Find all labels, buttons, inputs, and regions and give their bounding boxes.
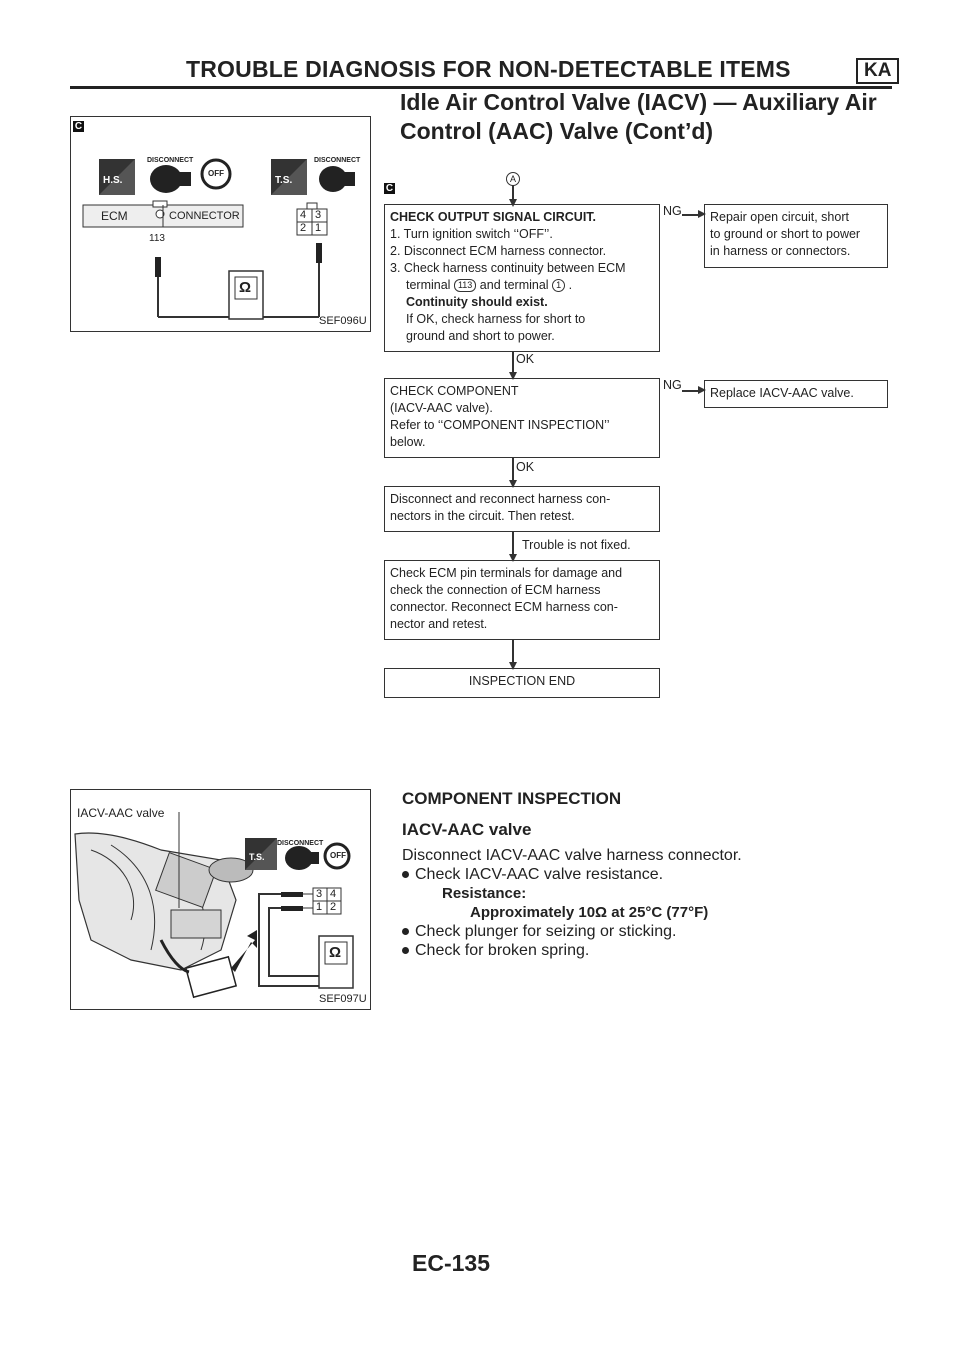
- connector-label: CONNECTOR: [169, 210, 240, 222]
- disconnect-label: DISCONNECT: [277, 840, 324, 847]
- step1-line3: 3. Check harness continuity between ECM: [390, 261, 626, 275]
- pointer-arrow-icon: [231, 930, 257, 972]
- resistance-label: Resistance:: [442, 885, 527, 902]
- ts-label: T.S.: [249, 852, 265, 862]
- terminal-label: 113: [149, 233, 165, 244]
- component-inspection-subtitle: IACV-AAC valve: [402, 820, 532, 839]
- c-mark-icon-2: C: [385, 183, 394, 194]
- step1-continuity: Continuity should exist.: [406, 295, 548, 309]
- ng2-label: NG: [663, 378, 682, 392]
- resistance-value: Approximately 10Ω at 25°C (77°F): [470, 904, 709, 921]
- entry-marker: [506, 171, 520, 186]
- hs-label: H.S.: [103, 175, 123, 186]
- bullet-icon: [402, 928, 409, 935]
- ecm-label: ECM: [101, 209, 128, 223]
- ok2-label: OK: [516, 460, 535, 474]
- pin-2: 2: [300, 222, 307, 234]
- step-check-output-signal: [384, 204, 660, 352]
- figure-iacv-aac-valve: [70, 789, 371, 1010]
- subtitle-line-2: Control (AAC) Valve (Cont’d): [400, 118, 714, 144]
- off-label: OFF: [208, 169, 224, 178]
- disconnect-label-1: DISCONNECT: [147, 157, 194, 164]
- valve-diagram-svg: [71, 790, 370, 1009]
- pin-2: 2: [330, 901, 337, 913]
- c-mark-icon: C: [74, 121, 83, 132]
- off-label: OFF: [330, 851, 346, 860]
- figure-code: SEF096U: [319, 315, 367, 327]
- entry-label: A: [506, 172, 520, 186]
- trouble-label: Trouble is not fixed.: [522, 538, 631, 552]
- ts-label: T.S.: [275, 175, 293, 186]
- intro-text: Disconnect IACV-AAC valve harness connector.: [402, 847, 742, 864]
- bullet-icon: [402, 947, 409, 954]
- step-reconnect: Disconnect and reconnect harness con- nectors in the circuit. Then retest.: [384, 486, 660, 532]
- ok1-label: OK: [516, 352, 535, 366]
- flow-line: [512, 352, 514, 374]
- ng2-replace-box: Replace IACV-AAC valve.: [704, 380, 888, 408]
- subtitle-line-1: Idle Air Control Valve (IACV) — Auxiliary Air: [400, 89, 877, 115]
- pin-4: 4: [300, 209, 307, 221]
- valve-callout-label: IACV-AAC valve: [77, 806, 165, 820]
- step1-line4: terminal 113 and terminal 1 .: [406, 278, 573, 292]
- step-check-component: CHECK COMPONENT (IACV-AAC valve). Refer to ‘‘COMPONENT INSPECTION’’ below.: [384, 378, 660, 458]
- pin-4: 4: [330, 888, 337, 900]
- pin-3: 3: [316, 888, 323, 900]
- figure-code: SEF097U: [319, 993, 367, 1005]
- step1-line2: 2. Disconnect ECM harness connector.: [390, 244, 607, 258]
- inspection-end-box: INSPECTION END: [384, 668, 660, 698]
- bullet-spring: Check for broken spring.: [402, 941, 882, 960]
- pin-3: 3: [315, 209, 322, 221]
- figure-harness-continuity: [70, 116, 371, 332]
- step-check-ecm-pins: Check ECM pin terminals for damage and check the connection of ECM harness connector. Reconnect ECM harness con- nector and retest.: [384, 560, 660, 640]
- harness-diagram-svg: [71, 117, 370, 331]
- section-title: TROUBLE DIAGNOSIS FOR NON-DETECTABLE ITEMS: [186, 56, 791, 82]
- ng1-repair-box: Repair open circuit, short to ground or short to power in harness or connectors.: [704, 204, 888, 268]
- terminal-113-badge: 113: [454, 279, 476, 292]
- bullet-icon: [402, 871, 409, 878]
- page-subtitle: [400, 88, 877, 146]
- disconnect-label-2: DISCONNECT: [314, 157, 361, 164]
- engine-tag: KA: [856, 58, 899, 84]
- bullet-plunger: Check plunger for seizing or sticking.: [402, 922, 882, 941]
- flow-line: [512, 532, 514, 556]
- component-inspection-title: COMPONENT INSPECTION: [402, 789, 622, 808]
- pin-1: 1: [316, 901, 323, 913]
- connector-1-icon: [150, 165, 182, 193]
- ohm-symbol: Ω: [329, 944, 342, 961]
- flow-line: [512, 458, 514, 482]
- step1-line5: If OK, check harness for short to: [406, 312, 586, 326]
- connector-icon: [285, 846, 313, 870]
- pin-1: 1: [315, 222, 322, 234]
- component-inspection-body: [402, 846, 882, 960]
- bullet-resistance: Check IACV-AAC valve resistance.: [402, 865, 882, 884]
- step1-title: CHECK OUTPUT SIGNAL CIRCUIT.: [390, 210, 597, 224]
- terminal-1-badge: 1: [552, 279, 565, 292]
- ohm-symbol: Ω: [239, 279, 252, 296]
- connector-2-icon: [319, 166, 347, 192]
- page-number: EC-135: [412, 1250, 490, 1276]
- step1-line1: 1. Turn ignition switch ‘‘OFF’’.: [390, 227, 553, 241]
- flow-line: [512, 640, 514, 664]
- ng1-label: NG: [663, 204, 682, 218]
- step1-line6: ground and short to power.: [406, 329, 555, 343]
